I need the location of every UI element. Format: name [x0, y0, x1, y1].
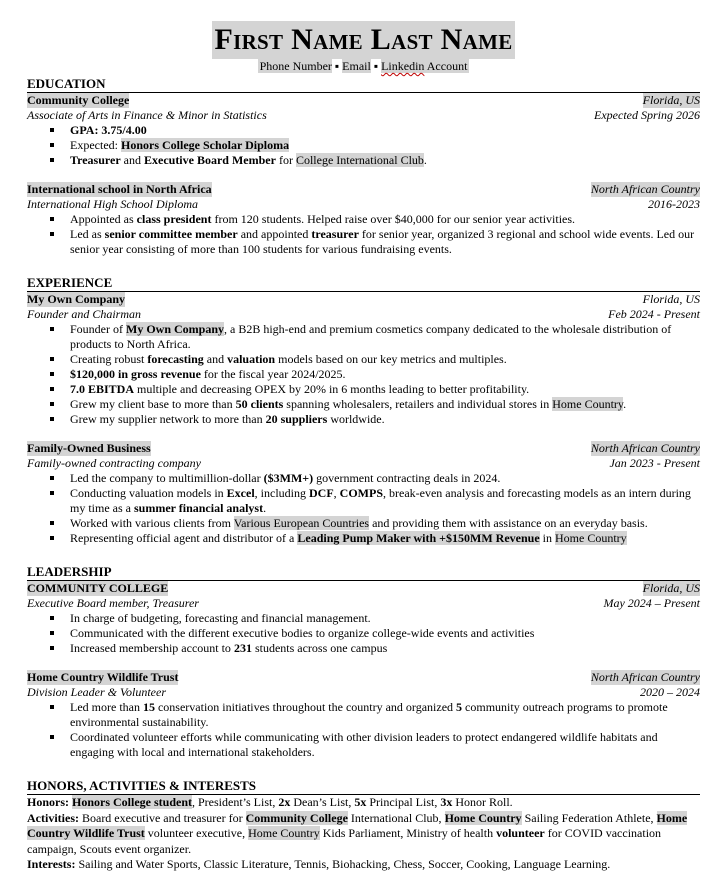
location: North African Country: [590, 441, 700, 455]
section-honors-title: HONORS, ACTIVITIES & INTERESTS: [27, 778, 700, 795]
position-title: Executive Board member, Treasurer: [27, 596, 199, 610]
org-name: Family-Owned Business: [27, 441, 151, 455]
separator-bullet: ▪: [332, 59, 342, 73]
org-name: My Own Company: [27, 292, 126, 306]
bullet-item: Grew my supplier network to more than 20 suppliers worldwide.: [70, 412, 700, 427]
bullet-item: Expected: Honors College Scholar Diploma: [70, 138, 700, 153]
org-name: COMMUNITY COLLEGE: [27, 581, 169, 595]
resume-page: [27, 0, 700, 873]
location: Florida, US: [642, 581, 700, 595]
location: Florida, US: [642, 292, 700, 306]
bullet-list: [27, 322, 700, 427]
org-name: Home Country Wildlife Trust: [27, 670, 179, 684]
location: North African Country: [590, 670, 700, 684]
job-title: Founder and Chairman: [27, 307, 141, 321]
interests-line: Interests: Sailing and Water Sports, Classic Literature, Tennis, Biohacking, Chess, Soccer, Cooking, Language Learning.: [27, 857, 611, 871]
bullet-item: Grew my client base to more than 50 clients spanning wholesalers, retailers and individual stores in Home Country.: [70, 397, 700, 412]
bullet-item: $120,000 in gross revenue for the fiscal year 2024/2025.: [70, 367, 700, 382]
date-range: Jan 2023 - Present: [609, 456, 700, 470]
bullet-list: [27, 471, 700, 546]
location: North African Country: [590, 182, 700, 196]
linkedin-link[interactable]: Linkedin: [381, 59, 425, 73]
experience-entry: [27, 292, 700, 427]
bullet-item: Coordinated volunteer efforts while communicating with other division leaders to protect endangered wildlife habitats and engaging with local and international stakeholders.: [70, 730, 700, 760]
location: Florida, US: [642, 93, 700, 107]
bullet-item: Appointed as class president from 120 students. Helped raise over $40,000 for our senior year activities.: [70, 212, 700, 227]
bullet-list: [27, 611, 700, 656]
bullet-list: [27, 123, 700, 168]
degree: International High School Diploma: [27, 197, 198, 211]
bullet-item: Increased membership account to 231 students across one campus: [70, 641, 700, 656]
bullet-list: [27, 700, 700, 760]
position-title: Division Leader & Volunteer: [27, 685, 166, 699]
org-name: Community College: [27, 93, 130, 107]
candidate-name: First Name Last Name: [212, 21, 514, 59]
date-range: 2020 – 2024: [640, 685, 700, 699]
email-text: Email: [342, 59, 371, 73]
bullet-item: Conducting valuation models in Excel, including DCF, COMPS, break-even analysis and forecasting models as an intern during my time as a summer financial analyst.: [70, 486, 700, 516]
phone-text: Phone Number: [259, 59, 332, 73]
bullet-item: GPA: 3.75/4.00: [70, 123, 700, 138]
honors-line: Honors: Honors College student, President’s List, 2x Dean’s List, 5x Principal List, 3x Honor Roll.: [27, 795, 513, 809]
degree: Associate of Arts in Finance & Minor in Statistics: [27, 108, 267, 122]
contact-line: [258, 59, 470, 73]
section-experience-title: EXPERIENCE: [27, 275, 700, 292]
bullet-item: Treasurer and Executive Board Member for College International Club.: [70, 153, 700, 168]
bullet-item: In charge of budgeting, forecasting and financial management.: [70, 611, 700, 626]
leadership-entry: [27, 581, 700, 656]
bullet-item: Worked with various clients from Various European Countries and providing them with assistance on an everyday basis.: [70, 516, 700, 531]
bullet-item: Led more than 15 conservation initiatives throughout the country and organized 5 community outreach programs to promote environmental sustainability.: [70, 700, 700, 730]
leadership-entry: [27, 670, 700, 760]
date-range: May 2024 – Present: [603, 596, 700, 610]
bullet-item: 7.0 EBITDA multiple and decreasing OPEX by 20% in 6 months leading to better profitability.: [70, 382, 700, 397]
bullet-item: Founder of My Own Company, a B2B high-end and premium cosmetics company dedicated to the wholesale distribution of products to North Africa.: [70, 322, 700, 352]
bullet-list: [27, 212, 700, 257]
date-range: Expected Spring 2026: [594, 108, 700, 122]
experience-entry: [27, 441, 700, 546]
linkedin-account-text: Account: [424, 59, 468, 73]
section-leadership-title: LEADERSHIP: [27, 564, 700, 581]
bullet-item: Representing official agent and distributor of a Leading Pump Maker with +$150MM Revenue in Home Country: [70, 531, 700, 546]
bullet-item: Led the company to multimillion-dollar ($3MM+) government contracting deals in 2024.: [70, 471, 700, 486]
resume-header: [27, 0, 700, 74]
education-entry: [27, 93, 700, 168]
bullet-item: Creating robust forecasting and valuation models based on our key metrics and multiples.: [70, 352, 700, 367]
bullet-item: Communicated with the different executive bodies to organize college-wide events and activities: [70, 626, 700, 641]
org-name: International school in North Africa: [27, 182, 212, 196]
job-title: Family-owned contracting company: [27, 456, 201, 470]
date-range: 2016-2023: [648, 197, 700, 211]
activities-line: Activities: Board executive and treasurer for Community College International Club, Home Country Sailing Federation Athlete, Home Country Wildlife Trust volunteer executive, Home Country Kids Parliament, Ministry of health volunteer for COVID vaccination campaign, Scouts event organizer.: [27, 810, 688, 856]
honors-block: [27, 795, 700, 873]
date-range: Feb 2024 - Present: [608, 307, 700, 321]
section-education-title: EDUCATION: [27, 76, 700, 93]
education-entry: [27, 182, 700, 257]
bullet-item: Led as senior committee member and appointed treasurer for senior year, organized 3 regional and school wide events. Led our senior year consisting of more than 100 students for various fundraising events.: [70, 227, 700, 257]
separator-bullet: ▪: [371, 59, 381, 73]
